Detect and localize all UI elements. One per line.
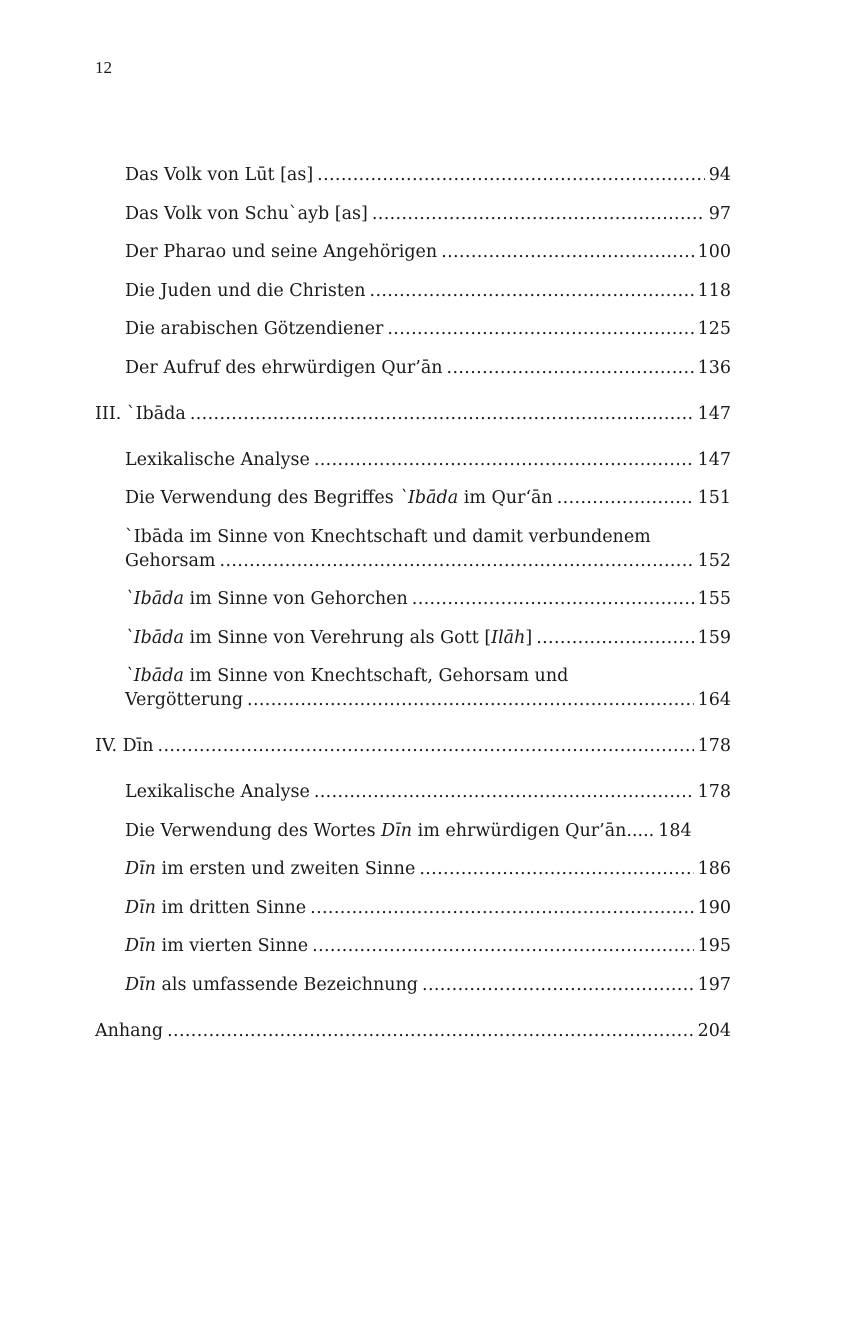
dot-leader	[557, 486, 694, 510]
entry-title	[125, 780, 310, 804]
entry-text-italic: `Ibāda	[125, 589, 184, 609]
dot-leader	[220, 549, 694, 573]
entry-text: als umfassende Bezeichnung	[155, 974, 419, 995]
dot-leader	[312, 934, 693, 958]
entry-title	[125, 486, 553, 510]
toc-section-entry[interactable]	[125, 587, 731, 611]
entry-text: Die Verwendung des Begriffes	[125, 488, 400, 508]
entry-page-number: 178	[697, 736, 731, 756]
entry-page-number: 125	[697, 319, 731, 339]
entry-title	[125, 317, 383, 341]
entry-page-number: 136	[697, 357, 731, 378]
dot-leader	[190, 402, 694, 426]
entry-page-number: 184	[658, 820, 692, 841]
toc-section-entry[interactable]	[125, 356, 731, 380]
entry-first-line	[125, 664, 731, 688]
entry-title	[95, 1019, 163, 1043]
entry-page-number: 100	[697, 242, 731, 262]
entry-text: ]	[525, 627, 533, 648]
toc-section-entry[interactable]	[125, 163, 731, 187]
dot-leader	[158, 734, 694, 758]
toc-section-entry[interactable]	[125, 317, 731, 341]
entry-text: Der Pharao und seine Angehörigen	[125, 242, 438, 262]
dot-leader	[317, 163, 705, 187]
entry-text: im ehrwürdigen Qur’ān.....	[412, 820, 655, 841]
toc-chapter-entry[interactable]	[95, 1019, 731, 1043]
dot-leader	[314, 448, 694, 472]
entry-text-italic: `Ibāda	[399, 488, 459, 508]
entry-page-number: 186	[697, 859, 731, 879]
toc-section-entry[interactable]	[125, 202, 731, 226]
entry-page-number: 147	[697, 403, 731, 424]
entry-text: Die arabischen Götzendiener	[125, 319, 384, 339]
toc-section-entry[interactable]	[125, 279, 731, 303]
entry-title	[95, 402, 186, 426]
entry-title	[125, 587, 408, 611]
dot-leader	[370, 279, 694, 303]
entry-text: Vergötterung	[125, 690, 244, 710]
entry-page-number: 151	[697, 488, 731, 508]
entry-text: Lexikalische Analyse	[125, 449, 310, 470]
dot-leader	[536, 626, 693, 650]
entry-page-number: 190	[697, 897, 731, 918]
entry-text: III. `Ibāda	[95, 403, 186, 424]
toc-section-entry[interactable]	[125, 525, 731, 573]
entry-text: Lexikalische Analyse	[125, 782, 310, 802]
entry-text-italic: Ilāh	[491, 627, 526, 648]
entry-title	[125, 448, 310, 472]
entry-text-italic: `Ibāda	[125, 627, 184, 648]
entry-text: Das Volk von Lūt [as]	[125, 165, 314, 185]
toc-section-entry[interactable]	[125, 780, 731, 804]
entry-text: im Sinne von Knechtschaft, Gehorsam und	[183, 666, 569, 686]
toc-section-entry[interactable]	[125, 934, 731, 958]
entry-text: IV. Dīn	[95, 736, 154, 756]
entry-title	[125, 688, 243, 712]
entry-text: im Qur‘ān	[458, 488, 553, 508]
entry-page-number: 195	[697, 936, 731, 956]
entry-text: im vierten Sinne	[155, 936, 309, 956]
entry-text-italic: Dīn	[125, 936, 156, 956]
dot-leader	[447, 356, 694, 380]
entry-page-number: 147	[697, 449, 731, 470]
entry-page-number: 97	[708, 203, 731, 224]
entry-title	[125, 934, 308, 958]
entry-text: im Sinne von Verehrung als Gott [	[183, 627, 492, 648]
entry-title	[125, 163, 313, 187]
page-number: 12	[95, 58, 112, 77]
entry-text: Der Aufruf des ehrwürdigen Qur’ān	[125, 357, 443, 378]
dot-leader	[372, 202, 705, 226]
entry-page-number: 159	[697, 627, 731, 648]
entry-text: `Ibāda im Sinne von Knechtschaft und damit verbundenem	[125, 526, 651, 547]
entry-text: Gehorsam	[125, 550, 216, 571]
entry-title	[125, 549, 216, 573]
dot-leader	[167, 1019, 694, 1043]
entry-page-number: 197	[697, 974, 731, 995]
entry-first-line	[125, 525, 731, 549]
dot-leader	[314, 780, 694, 804]
table-of-contents	[95, 163, 731, 1057]
dot-leader	[310, 896, 693, 920]
entry-text: Die Juden und die Christen	[125, 280, 366, 301]
toc-section-entry[interactable]	[125, 486, 731, 510]
entry-text: Anhang	[95, 1020, 164, 1041]
toc-section-entry[interactable]	[125, 240, 731, 264]
entry-title	[125, 356, 443, 380]
entry-page-number: 94	[708, 165, 731, 185]
entry-text: Die Verwendung des Wortes	[125, 820, 382, 841]
entry-text: Das Volk von Schu`ayb [as]	[125, 203, 368, 224]
toc-section-entry[interactable]	[125, 857, 731, 881]
entry-text: im dritten Sinne	[155, 897, 307, 918]
entry-page-number: 178	[697, 782, 731, 802]
entry-title	[125, 973, 418, 997]
toc-section-entry[interactable]	[125, 448, 731, 472]
entry-title	[125, 279, 366, 303]
toc-section-entry[interactable]	[125, 973, 731, 997]
entry-text: im ersten und zweiten Sinne	[155, 859, 416, 879]
entry-page-number: 152	[697, 550, 731, 571]
dot-leader	[387, 317, 693, 341]
entry-text-italic: Dīn	[125, 897, 156, 918]
entry-page-number: 204	[697, 1020, 731, 1041]
dot-leader	[419, 857, 693, 881]
toc-section-entry[interactable]	[125, 626, 731, 650]
dot-leader	[412, 587, 694, 611]
entry-title	[125, 240, 437, 264]
entry-text-italic: Dīn	[381, 820, 413, 841]
entry-title	[125, 857, 415, 881]
entry-text-italic: Dīn	[125, 974, 156, 995]
entry-title	[125, 896, 306, 920]
entry-text-italic: Dīn	[125, 859, 156, 879]
entry-text: im Sinne von Gehorchen	[183, 589, 408, 609]
entry-page-number: 155	[697, 589, 731, 609]
entry-page-number: 164	[697, 690, 731, 710]
entry-title	[125, 626, 532, 650]
dot-leader	[247, 688, 694, 712]
entry-text-italic: `Ibāda	[125, 666, 184, 686]
entry-page-number: 118	[697, 280, 731, 301]
toc-section-entry[interactable]	[125, 819, 731, 843]
entry-title	[125, 202, 368, 226]
dot-leader	[441, 240, 693, 264]
entry-title	[95, 734, 154, 758]
toc-section-entry[interactable]	[125, 664, 731, 712]
entry-title	[125, 819, 654, 843]
toc-section-entry[interactable]	[125, 896, 731, 920]
toc-chapter-entry[interactable]	[95, 402, 731, 426]
toc-chapter-entry[interactable]	[95, 734, 731, 758]
dot-leader	[422, 973, 694, 997]
